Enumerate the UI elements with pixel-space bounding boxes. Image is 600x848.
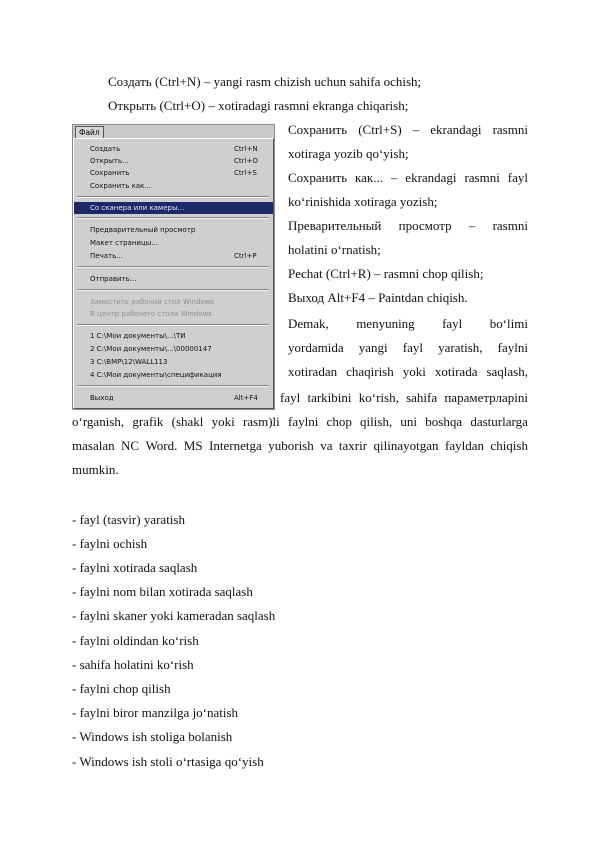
menu-item-send[interactable]: Отправить... xyxy=(90,275,137,283)
para-summary-line-3: xotiradan chaqirish yoki xotirada saqlash, xyxy=(288,364,528,379)
menu-separator xyxy=(77,196,269,198)
para-summary-line-5: o‘rganish, grafik (shakl yoki rasm)li faylni chop qilish, uni boshqa dasturlarga xyxy=(72,414,528,429)
para-line-open: Открыть (Ctrl+O) – xotiradagi rasmni ekranga chiqarish; xyxy=(108,98,409,113)
menu-item-from-scanner[interactable]: Со сканера или камеры... xyxy=(74,202,273,214)
list-item: - fayl (tasvir) yaratish xyxy=(72,512,185,527)
file-menu-dropdown xyxy=(73,138,274,409)
list-item: - sahifa holatini ko‘rish xyxy=(72,657,194,672)
menu-item-center-wallpaper: В центр рабочего стола Windows xyxy=(90,310,212,318)
menu-item-new[interactable]: Создать Ctrl+N xyxy=(90,145,258,153)
menu-separator xyxy=(77,266,269,268)
para-summary-line-6: masalan NC Word. MS Internetga yuborish va taxrir qilinayotgan fayldan chiqish xyxy=(72,438,528,453)
para-line-save-as-cont: ko‘rinishida xotiraga yozish; xyxy=(288,194,438,209)
list-item: - faylni nom bilan xotirada saqlash xyxy=(72,584,253,599)
list-item: - faylni skaner yoki kameradan saqlash xyxy=(72,608,276,623)
para-line-preview: Преварительный просмотр – rasmni xyxy=(288,218,528,233)
menu-item-recent-3[interactable]: 3 C:\BMP\12\WALL113 xyxy=(90,358,168,366)
menu-item-recent-1[interactable]: 1 C:\Мои документы\...\ТИ xyxy=(90,332,186,340)
para-summary-line-4: fayl tarkibini ko‘rish, sahifa параметрларini xyxy=(280,390,528,405)
menu-item-tile-wallpaper: Замостить рабочий стол Windows xyxy=(90,298,215,306)
list-item: - faylni biror manzilga jo‘natish xyxy=(72,705,239,720)
para-line-save-as: Сохранить как... – ekrandagi rasmni fayl xyxy=(288,170,528,185)
list-item: - Windows ish stoli o‘rtasiga qo‘yish xyxy=(72,754,264,769)
menu-item-print[interactable]: Печать... Ctrl+P xyxy=(90,252,257,260)
menu-item-recent-2[interactable]: 2 C:\Мои документы\...\00000147 xyxy=(90,345,212,353)
list-item: - Windows ish stoliga bolanish xyxy=(72,729,233,744)
menu-item-print-preview[interactable]: Предварительный просмотр xyxy=(90,226,196,234)
menu-separator xyxy=(77,324,269,326)
menu-item-page-setup[interactable]: Макет страницы... xyxy=(90,239,158,247)
menu-bar xyxy=(73,125,274,138)
list-item: - faylni oldindan ko‘rish xyxy=(72,633,199,648)
menu-separator xyxy=(77,217,269,219)
list-item: - faylni xotirada saqlash xyxy=(72,560,198,575)
menu-item-exit[interactable]: Выход Alt+F4 xyxy=(90,394,258,402)
list-item: - faylni ochish xyxy=(72,536,148,551)
para-summary-line-1: Demak, menyuning fayl bo‘limi xyxy=(288,316,528,331)
menu-separator xyxy=(77,289,269,291)
para-line-save: Сохранить (Ctrl+S) – ekrandagi rasmni xyxy=(288,122,528,137)
para-summary-line-2: yordamida yangi fayl yaratish, faylni xyxy=(288,340,528,355)
menu-item-open[interactable]: Открыть... Ctrl+O xyxy=(90,157,258,165)
menu-item-recent-4[interactable]: 4 C:\Мои документы\спецификация xyxy=(90,371,222,379)
para-line-preview-cont: holatini o‘rnatish; xyxy=(288,242,381,257)
menu-item-save-as[interactable]: Сохранить как... xyxy=(90,182,152,190)
para-line-exit: Выход Alt+F4 – Paintdan chiqish. xyxy=(288,290,468,305)
menu-item-save[interactable]: Сохранить Ctrl+S xyxy=(90,169,257,177)
list-item: - faylni chop qilish xyxy=(72,681,171,696)
para-summary-line-7: mumkin. xyxy=(72,462,119,477)
file-menu-screenshot xyxy=(72,124,275,410)
para-line-create: Создать (Ctrl+N) – yangi rasm chizish uchun sahifa ochish; xyxy=(108,74,422,89)
menu-file[interactable]: Файл xyxy=(75,126,104,139)
para-line-save-cont: xotiraga yozib qo‘yish; xyxy=(288,146,409,161)
para-line-print: Pechat (Ctrl+R) – rasmni chop qilish; xyxy=(288,266,484,281)
menu-separator xyxy=(77,385,269,387)
